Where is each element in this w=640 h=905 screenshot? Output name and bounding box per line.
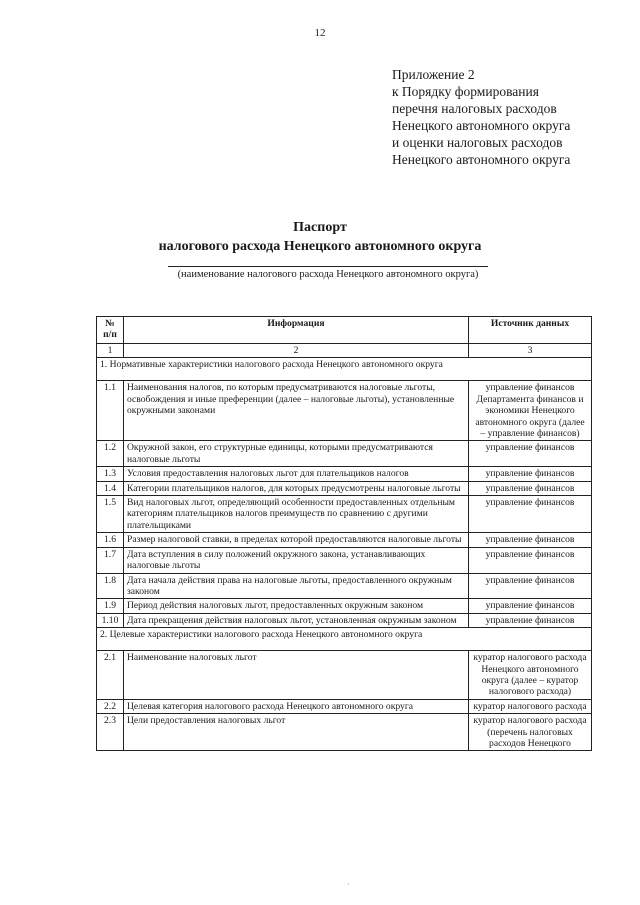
section-row	[97, 628, 592, 651]
table-row	[97, 651, 592, 700]
row-source: управление финансов	[469, 481, 592, 495]
row-source: управление финансов	[469, 533, 592, 547]
row-num: 1.2	[97, 441, 124, 467]
section-row	[97, 358, 592, 381]
row-info: Дата начала действия права на налоговые льготы, предоставленного окружным законом	[124, 573, 469, 599]
row-info: Наименование налоговых льгот	[124, 651, 469, 700]
row-num: 1.9	[97, 599, 124, 613]
row-source: управление финансов	[469, 467, 592, 481]
row-info: Цели предоставления налоговых льгот	[124, 714, 469, 751]
name-underline	[168, 266, 488, 267]
table-row	[97, 573, 592, 599]
table-row	[97, 533, 592, 547]
col-number: 2	[124, 344, 469, 358]
section-title: 2. Целевые характеристики налогового расхода Ненецкого автономного округа	[97, 628, 592, 651]
title-line-1: Паспорт	[293, 220, 347, 235]
row-num: 2.3	[97, 714, 124, 751]
row-source: управление финансов	[469, 613, 592, 627]
name-caption: (наименование налогового расхода Ненецкого автономного округа)	[177, 269, 479, 280]
table-row	[97, 599, 592, 613]
appendix-line: к Порядку формирования	[392, 84, 539, 99]
passport-table	[96, 316, 592, 751]
appendix-block	[392, 66, 570, 168]
row-info: Период действия налоговых льгот, предоставленных окружным законом	[124, 599, 469, 613]
row-num: 2.2	[97, 699, 124, 713]
title-line-2: налогового расхода Ненецкого автономного округа	[158, 239, 482, 254]
row-num: 1.1	[97, 381, 124, 441]
page-number: 12	[314, 27, 326, 39]
row-source: управление финансов	[469, 599, 592, 613]
appendix-line: перечня налоговых расходов	[392, 101, 557, 116]
row-num: 1.4	[97, 481, 124, 495]
row-source: управление финансов	[469, 441, 592, 467]
row-info: Размер налоговой ставки, в пределах которой предоставляются налоговые льготы	[124, 533, 469, 547]
row-info: Условия предоставления налоговых льгот для плательщиков налогов	[124, 467, 469, 481]
appendix-line: Приложение 2	[392, 67, 475, 82]
row-info: Вид налоговых льгот, определяющий особенности предоставленных отдельным категориям плательщиков налогов преимуществ по сравнению с другими плательщиками	[124, 496, 469, 533]
row-source: куратор налогового расхода	[469, 699, 592, 713]
row-info: Окружной закон, его структурные единицы, которыми предусматриваются налоговые льготы	[124, 441, 469, 467]
row-num: 1.10	[97, 613, 124, 627]
table-row	[97, 496, 592, 533]
row-info: Целевая категория налогового расхода Ненецкого автономного округа	[124, 699, 469, 713]
row-source: управление финансов	[469, 547, 592, 573]
row-num: 1.8	[97, 573, 124, 599]
row-info: Наименования налогов, по которым предусматриваются налоговые льготы, освобождения и иные преференции (далее – налоговые льготы), установленные окружными законами	[124, 381, 469, 441]
row-source: управление финансов	[469, 573, 592, 599]
row-info: Дата прекращения действия налоговых льгот, установленная окружным законом	[124, 613, 469, 627]
header-num: № п/п	[97, 317, 124, 344]
appendix-line: Ненецкого автономного округа	[392, 152, 571, 167]
row-num: 1.6	[97, 533, 124, 547]
table-row	[97, 441, 592, 467]
section-title: 1. Нормативные характеристики налогового расхода Ненецкого автономного округа	[97, 358, 592, 381]
header-source: Источник данных	[469, 317, 592, 344]
row-num: 1.7	[97, 547, 124, 573]
row-source: управление финансов	[469, 496, 592, 533]
table-row	[97, 613, 592, 627]
header-info: Информация	[124, 317, 469, 344]
table-header-row	[97, 317, 592, 344]
col-number: 1	[97, 344, 124, 358]
table-row	[97, 481, 592, 495]
appendix-line: Ненецкого автономного округа	[392, 118, 571, 133]
col-number: 3	[469, 344, 592, 358]
row-source: куратор налогового расхода Ненецкого автономного округа (далее – куратор налогового расхода)	[469, 651, 592, 700]
row-info: Дата вступления в силу положений окружного закона, устанавливающих налоговые льготы	[124, 547, 469, 573]
table-row	[97, 381, 592, 441]
table-row	[97, 547, 592, 573]
table-row	[97, 467, 592, 481]
row-info: Категории плательщиков налогов, для которых предусмотрены налоговые льготы	[124, 481, 469, 495]
row-num: 1.3	[97, 467, 124, 481]
table-row	[97, 699, 592, 713]
table-row	[97, 714, 592, 751]
row-num: 1.5	[97, 496, 124, 533]
row-num: 2.1	[97, 651, 124, 700]
row-source: управление финансов Департамента финансов и экономики Ненецкого автономного округа (далее – управление финансов)	[469, 381, 592, 441]
row-source: куратор налогового расхода (перечень налоговых расходов Ненецкого	[469, 714, 592, 751]
column-numbers-row	[97, 344, 592, 358]
scan-speck: ·	[347, 880, 350, 889]
appendix-line: и оценки налоговых расходов	[392, 135, 563, 150]
document-title	[0, 218, 640, 256]
